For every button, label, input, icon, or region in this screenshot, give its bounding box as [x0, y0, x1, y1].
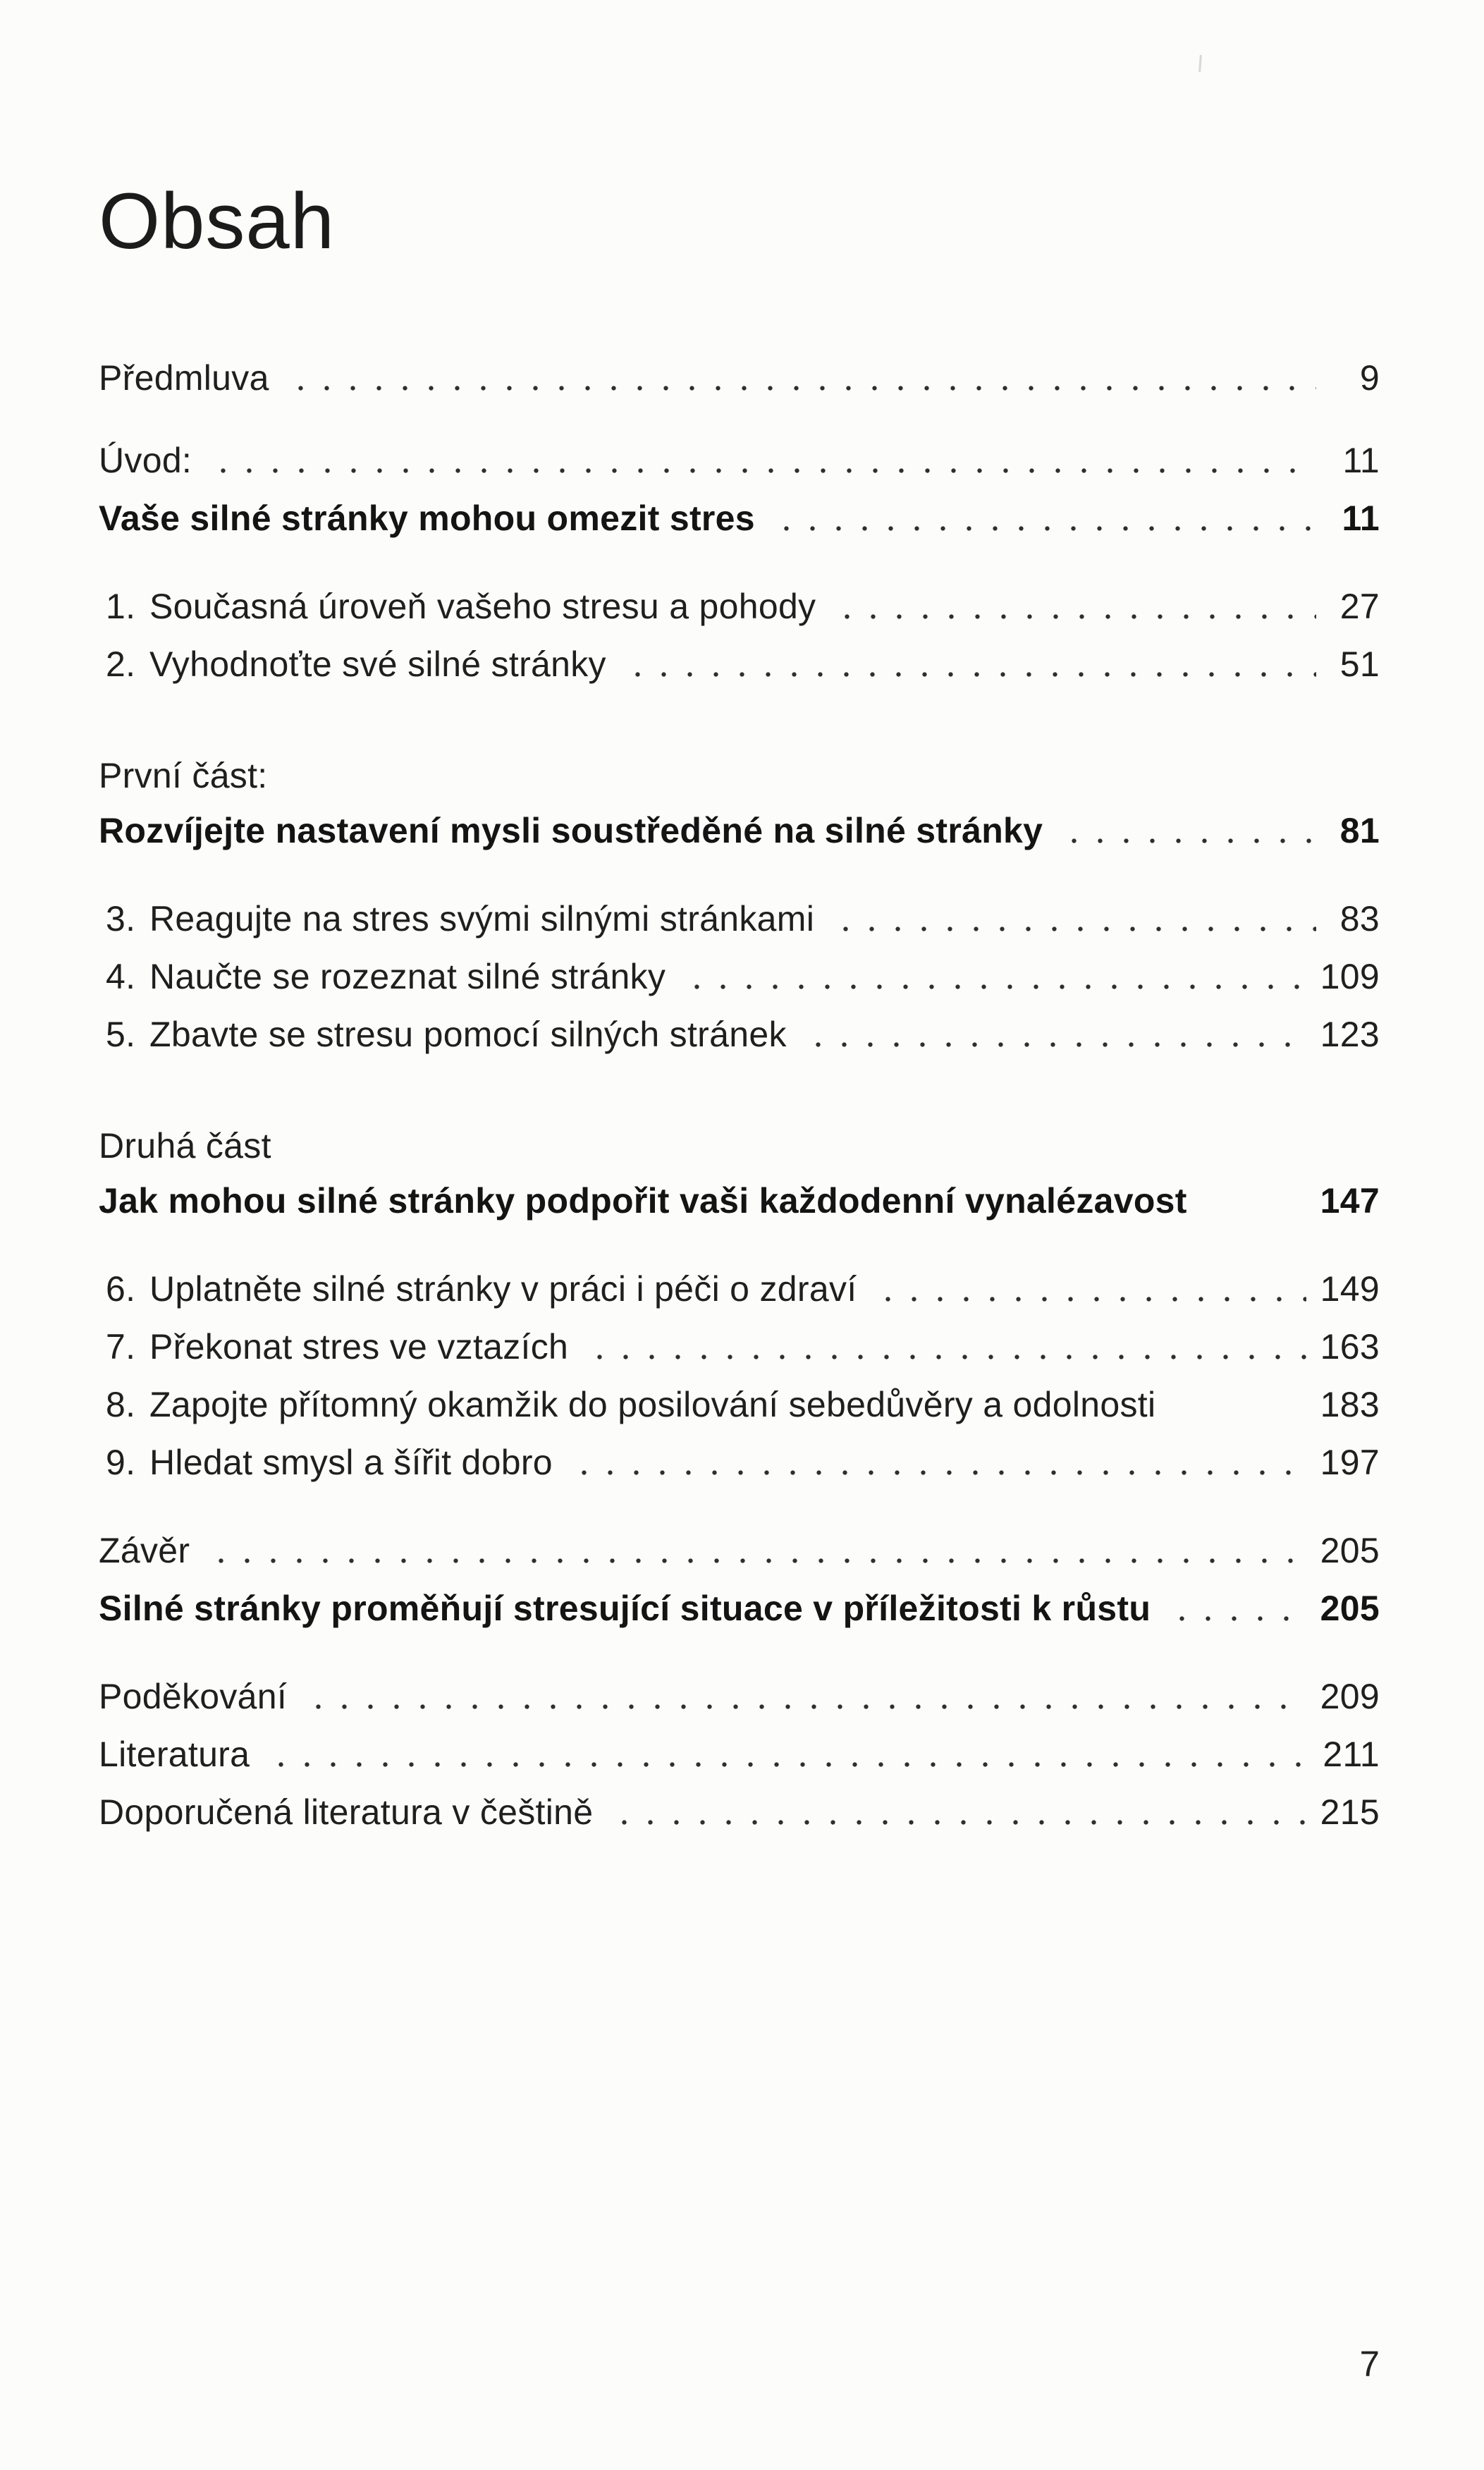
toc-section-header: [99, 754, 1380, 797]
toc-entry-label: Současná úroveň vašeho stresu a pohody: [149, 587, 816, 626]
toc-entry-number: 7.: [106, 1327, 136, 1367]
dot-leader: [875, 1297, 1306, 1302]
toc-entry-page: 205: [1320, 1531, 1380, 1570]
dot-leader: [833, 927, 1316, 931]
dot-leader: [288, 386, 1316, 391]
toc-entry-label: Závěr: [99, 1531, 190, 1570]
toc-entry: [99, 1732, 1380, 1776]
toc-entry: [99, 1267, 1380, 1311]
dot-leader: [305, 1704, 1306, 1709]
toc-entry-page: 147: [1320, 1181, 1380, 1221]
toc-entry-label: Naučte se rozeznat silné stránky: [149, 957, 666, 996]
toc-entry-page: 183: [1320, 1385, 1380, 1424]
toc-entry: [99, 1013, 1380, 1056]
toc-entry-page: 109: [1320, 957, 1380, 996]
toc-entry: [99, 1586, 1380, 1630]
toc-entry: [99, 809, 1380, 852]
dot-leader: [625, 672, 1316, 677]
toc-entry-label: Vyhodnoťte své silné stránky: [149, 644, 606, 684]
toc-entry-page: 123: [1320, 1015, 1380, 1054]
toc-entry-label: Silné stránky proměňují stresující situace v příležitosti k růstu: [99, 1589, 1151, 1628]
toc-entry-page: 9: [1359, 358, 1380, 398]
dot-leader: [773, 526, 1316, 531]
toc-entry: [99, 496, 1380, 540]
toc-entry-label: Literatura: [99, 1735, 250, 1774]
dot-leader: [1169, 1616, 1306, 1621]
toc-entry-page: 215: [1320, 1792, 1380, 1832]
dot-leader: [208, 1558, 1306, 1563]
dot-leader: [834, 614, 1316, 619]
toc-entry-label: Překonat stres ve vztazích: [149, 1327, 569, 1367]
toc-entry-label: Zbavte se stresu pomocí silných stránek: [149, 1015, 787, 1054]
toc-entry-page: 205: [1320, 1589, 1380, 1628]
dot-leader: [805, 1042, 1306, 1047]
toc-entry: [99, 1675, 1380, 1718]
toc-entry: [99, 356, 1380, 400]
toc-entry-number: 9.: [106, 1443, 136, 1482]
toc-entry-page: 81: [1339, 811, 1380, 850]
toc-entry: [99, 1529, 1380, 1572]
toc-entry-page: 51: [1339, 644, 1380, 684]
dot-leader: [1206, 1209, 1306, 1213]
toc-entry-label: Zapojte přítomný okamžik do posilování sebedůvěry a odolnosti: [149, 1385, 1156, 1424]
toc-entry-label: Jak mohou silné stránky podpořit vaši každodenní vynalézavost: [99, 1181, 1187, 1221]
toc-entry-label: Rozvíjejte nastavení mysli soustředěné na silné stránky: [99, 811, 1043, 850]
toc-entry-page: 163: [1320, 1327, 1380, 1367]
toc-entry-number: 4.: [106, 957, 136, 996]
dot-leader: [1174, 1412, 1306, 1417]
toc-entry: [99, 642, 1380, 686]
toc-entry-page: 83: [1339, 899, 1380, 939]
toc-entry: [99, 439, 1380, 482]
toc-entry-number: 5.: [106, 1015, 136, 1054]
toc-section-label: Druhá část: [99, 1126, 271, 1166]
toc-entry: [99, 897, 1380, 941]
dot-leader: [571, 1470, 1306, 1475]
dot-leader: [1061, 838, 1316, 843]
dot-leader: [587, 1355, 1306, 1359]
toc-section-label: První část:: [99, 756, 268, 795]
toc-entry-page: 197: [1320, 1443, 1380, 1482]
toc-entry-number: 3.: [106, 899, 136, 939]
dot-leader: [210, 468, 1316, 473]
toc-entry: [99, 1441, 1380, 1484]
toc-entry-label: Reagujte na stres svými silnými stránkami: [149, 899, 815, 939]
toc-entry-label: Vaše silné stránky mohou omezit stres: [99, 499, 755, 538]
toc-entry-page: 211: [1323, 1735, 1380, 1774]
page-title: Obsah: [99, 177, 335, 265]
toc-entry-number: 2.: [106, 644, 136, 684]
toc-entry-label: Doporučená literatura v češtině: [99, 1792, 594, 1832]
toc-entry-page: 209: [1320, 1677, 1380, 1716]
toc-entry-page: 27: [1339, 587, 1380, 626]
toc-entry: [99, 1325, 1380, 1369]
toc-entry: [99, 955, 1380, 998]
toc-section-header: [99, 1124, 1380, 1168]
toc-entry-label: Úvod:: [99, 441, 192, 480]
toc-entry-number: 1.: [106, 587, 136, 626]
toc-entry-label: Předmluva: [99, 358, 269, 398]
toc-entry-label: Poděkování: [99, 1677, 288, 1716]
toc-entry: [99, 1790, 1380, 1834]
page-number: 7: [1359, 2344, 1380, 2384]
toc-entry-number: 6.: [106, 1269, 136, 1309]
scan-artifact: [1198, 55, 1202, 72]
dot-leader: [684, 984, 1306, 989]
toc-entry-page: 11: [1342, 499, 1380, 538]
toc-entry-page: 11: [1342, 441, 1380, 480]
dot-leader: [611, 1820, 1306, 1825]
dot-leader: [268, 1762, 1308, 1767]
toc-entry-number: 8.: [106, 1385, 136, 1424]
toc-entry: [99, 585, 1380, 628]
toc-entry: [99, 1179, 1380, 1223]
toc-entry-page: 149: [1320, 1269, 1380, 1309]
toc-entry-label: Uplatněte silné stránky v práci i péči o zdraví: [149, 1269, 857, 1309]
toc-entry: [99, 1383, 1380, 1426]
toc-entry-label: Hledat smysl a šířit dobro: [149, 1443, 553, 1482]
